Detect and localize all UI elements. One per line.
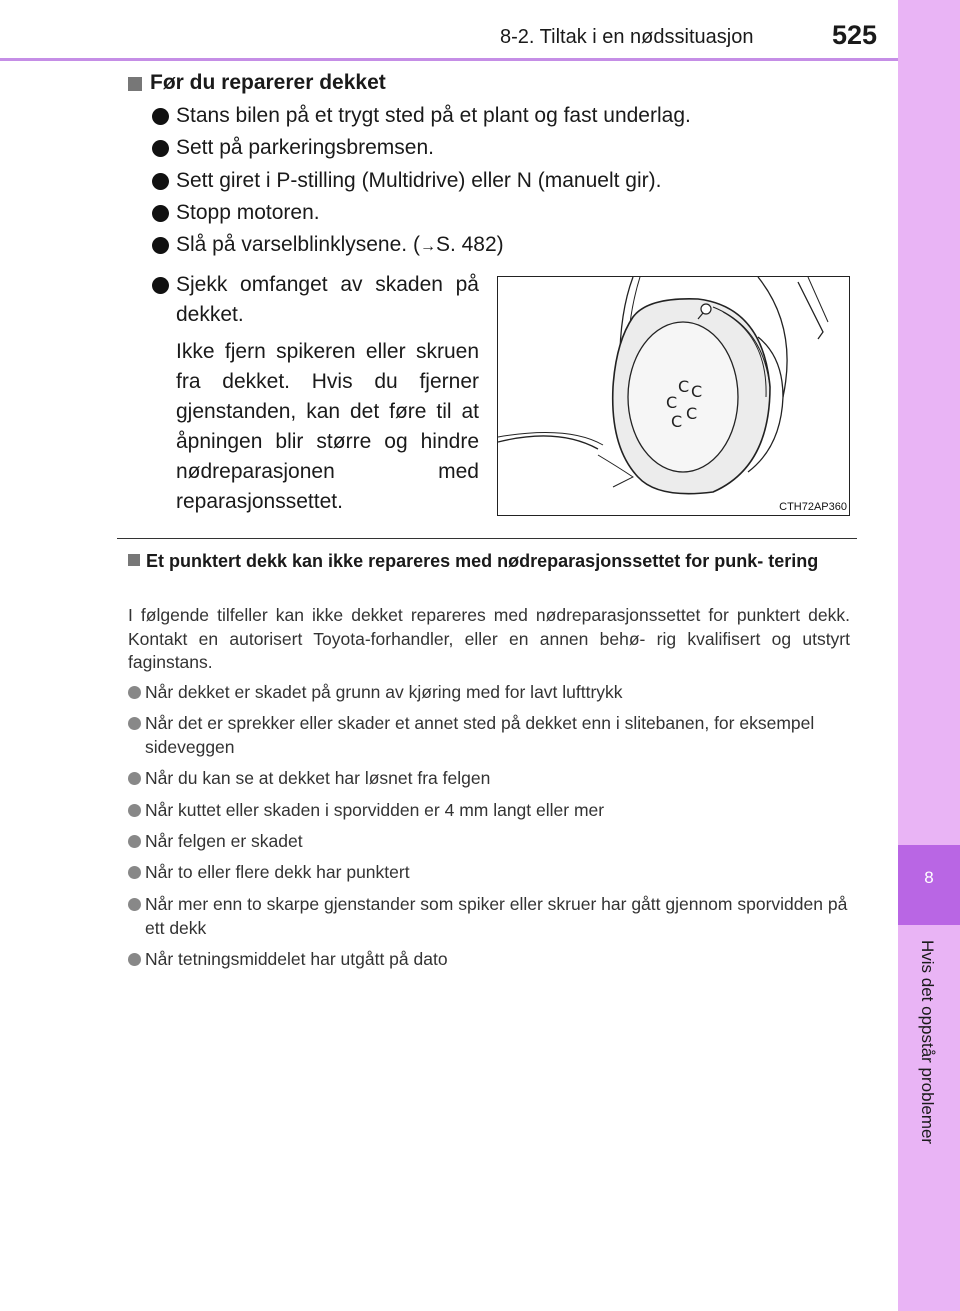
list-item: Stans bilen på et trygt sted på et plant og fast underlag. (176, 104, 691, 127)
chapter-title: Hvis det oppstår problemer (918, 940, 937, 1145)
header-rule (0, 58, 898, 61)
bullet-dot-icon (152, 237, 169, 254)
bullet-dot-icon (128, 772, 141, 785)
bullet-dot-icon (128, 898, 141, 911)
check-note: Ikke fjern spikeren eller skruen fra dekket. Hvis du fjerner gjenstanden, kan det føre til at åpningen blir større og hindre nødreparasjonen med reparasjonssettet. (176, 340, 479, 513)
cannot-repair-intro: I følgende tilfeller kan ikke dekket repareres med nødreparasjonssettet for punktert dekk. Kontakt en autorisert Toyota-forhandler, eller en annen behø- rig kvalifisert og utstyrt faginstans. (128, 605, 850, 672)
chapter-number: 8 (924, 868, 934, 887)
section-divider (117, 538, 857, 539)
square-bullet-icon (128, 554, 140, 566)
chapter-side-tab (898, 0, 960, 1311)
svg-text:C: C (686, 404, 698, 423)
list-item: Når mer enn to skarpe gjenstander som spiker eller skruer har gått gjennom sporvidden på ett dekk (145, 894, 848, 938)
cannot-repair-heading: Et punktert dekk kan ikke repareres med nødreparasjonssettet for punk- tering (128, 549, 856, 573)
list-item: Når tetningsmiddelet har utgått på dato (145, 949, 448, 969)
svg-text:C: C (691, 382, 703, 401)
square-bullet-icon (128, 77, 142, 91)
svg-text:C: C (666, 393, 678, 412)
bullet-dot-icon (128, 866, 141, 879)
list-item: Når felgen er skadet (145, 831, 303, 851)
bullet-dot-icon (152, 205, 169, 222)
list-item: Når dekket er skadet på grunn av kjøring med for lavt lufttrykk (145, 682, 623, 702)
bullet-dot-icon (152, 277, 169, 294)
hazard-text: Slå på varselblinklysene. ( (176, 233, 420, 256)
list-item: Sett på parkeringsbremsen. (176, 136, 434, 159)
tire-illustration-icon (498, 277, 850, 516)
list-item: Når kuttet eller skaden i sporvidden er 4 mm langt eller mer (145, 800, 605, 820)
bullet-dot-icon (152, 140, 169, 157)
page-reference-link[interactable]: S. 482) (435, 233, 504, 256)
bullet-dot-icon (128, 717, 141, 730)
page-number: 525 (832, 20, 878, 50)
list-item: Når to eller flere dekk har punktert (145, 862, 410, 882)
bullet-dot-icon (128, 835, 141, 848)
list-item: Sett giret i P-stilling (Multidrive) eller N (manuelt gir). (176, 169, 662, 192)
header-section-title: 8-2. Tiltak i en nødssituasjon (500, 26, 754, 48)
list-item: Når du kan se at dekket har løsnet fra felgen (145, 768, 491, 788)
list-item: Stopp motoren. (176, 201, 320, 224)
svg-text:C: C (671, 412, 683, 431)
bullet-dot-icon (128, 686, 141, 699)
svg-text:C: C (678, 377, 690, 396)
reference-arrow-icon: → (419, 238, 436, 255)
figure-code: CTH72AP360 (779, 501, 847, 513)
bullet-dot-icon (128, 953, 141, 966)
list-item: Når det er sprekker eller skader et annet sted på dekket enn i slitebanen, for eksempel sideveggen (145, 713, 815, 757)
bullet-dot-icon (152, 173, 169, 190)
list-item-check: Sjekk omfanget av skaden på dekket. (176, 273, 479, 326)
list-item-hazard (176, 230, 504, 262)
bullet-dot-icon (128, 804, 141, 817)
bullet-dot-icon (152, 108, 169, 125)
tire-damage-illustration (497, 276, 850, 516)
before-repair-heading: Før du reparerer dekket (150, 71, 386, 94)
